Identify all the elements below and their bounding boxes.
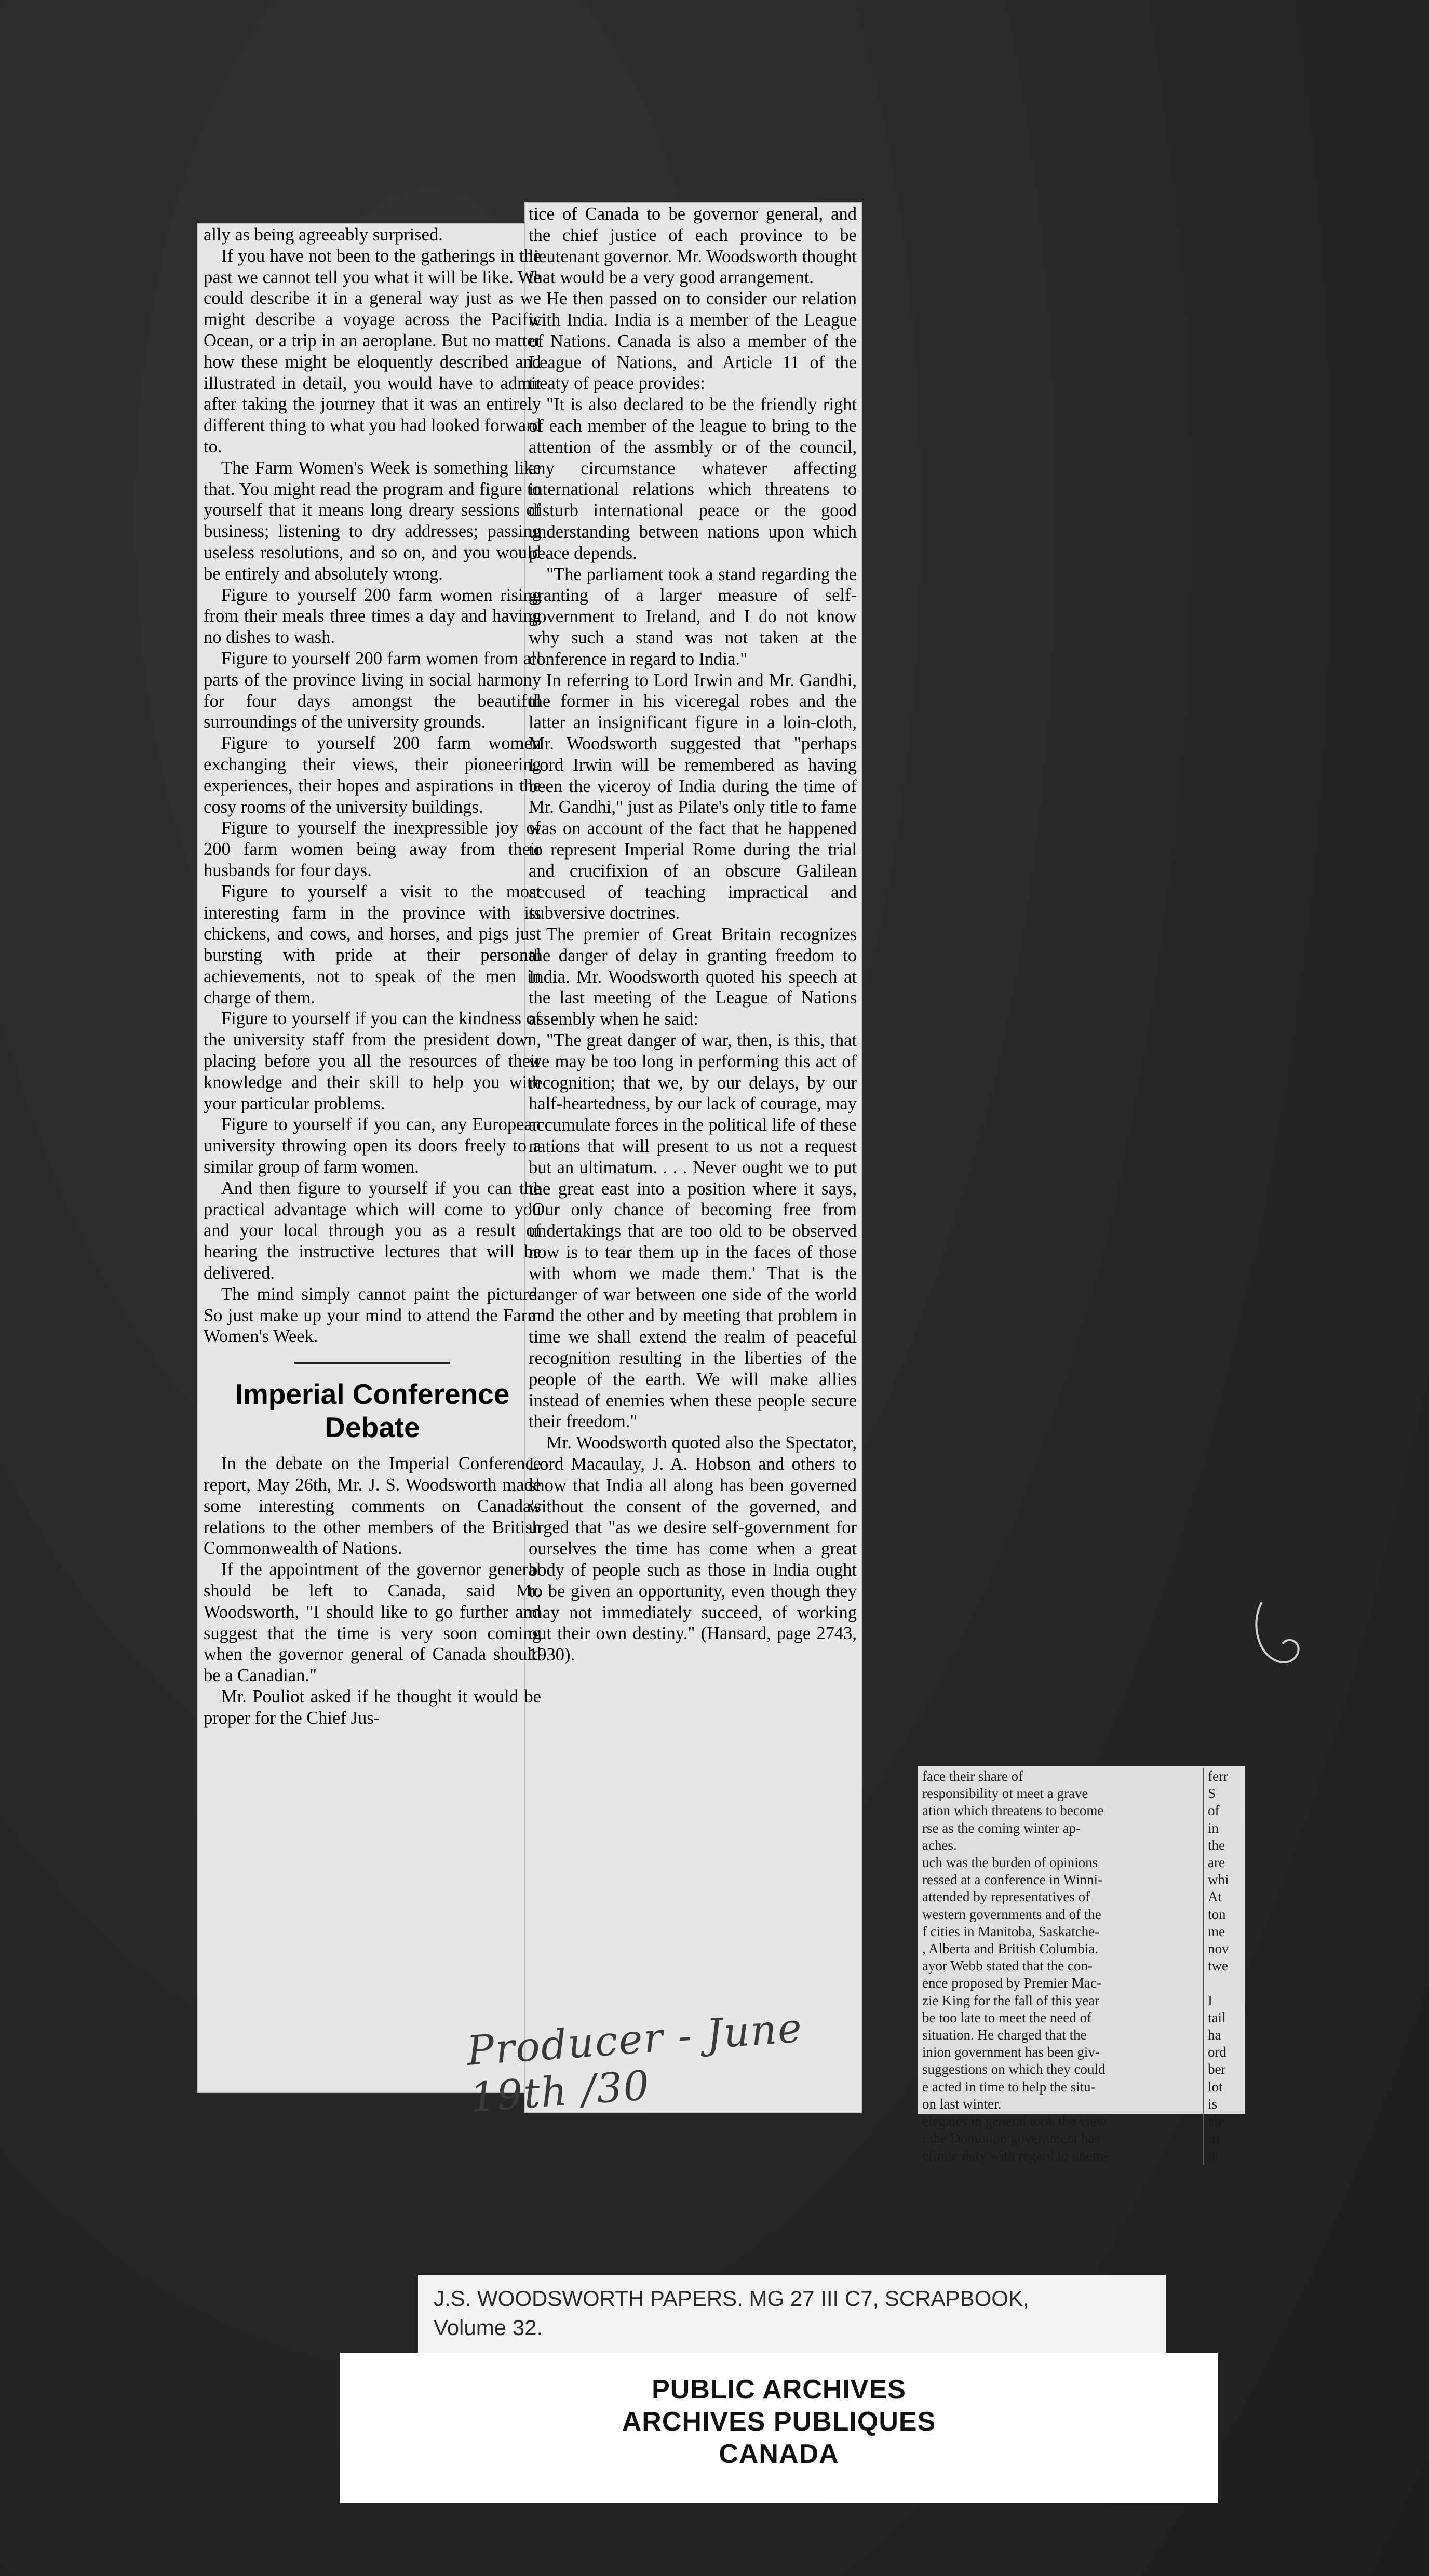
fragment-side-line: tail [1208,2009,1226,2025]
paragraph: Figure to yourself if you can, any European university throwing open its doors freely to a similar group of farm women. [204,1115,541,1177]
fragment-side-line: ber [1208,2061,1226,2077]
fragment-side-line: ton [1208,1906,1226,1922]
paragraph: ally as being agreeably surprised. [204,225,443,245]
fragment-side-line: S [1208,1786,1216,1802]
paragraph: And then figure to yourself if you can the practical advantage which will come to you and your local through you as a result of hearing the instructive lectures that will be delivered. [204,1178,541,1283]
paragraph: "The parliament took a stand regarding the granting of a larger measure of self-government to Ireland, and I do not know why such a stand was not taken at the conference in regard to India." [529,564,857,669]
paragraph: Mr. Pouliot asked if he thought it would be proper for the Chief Jus- [204,1687,541,1728]
fragment-side-line: in [1208,1820,1219,1836]
fragment-side-line: At [1208,1889,1222,1905]
fragment-side-line: twe [1208,1958,1228,1974]
fragment-side-line: nov [1208,1941,1229,1957]
fragment-line: attended by representatives of [922,1889,1090,1905]
fragment-side-line: ord [1208,2044,1226,2060]
fragment-side-line: th [1208,2148,1219,2164]
fragment-side-line: the [1208,1837,1225,1853]
paragraph: Figure to yourself a visit to the most interesting farm in the province with its chickens, and cows, and horses, and pigs just bursting with pride at their personal achievements, not to speak of the men in charge of them. [204,881,541,1008]
paragraph: The premier of Great Britain recognizes the danger of delay in granting freedom to India. Mr. Woodsworth quoted his speech at the last meeting of the League of Nations assembly when he said: [529,924,857,1029]
fragment-side-line: whi [1208,1872,1229,1888]
paragraph: The mind simply cannot paint the picture. So just make up your mind to attend the Farm Women's Week. [204,1284,541,1347]
fragment-line: rse as the coming winter ap- [922,1820,1081,1836]
paragraph: The Farm Women's Week is something like that. You might read the program and figure to yourself that it means long dreary sessions of business; listening to dry addresses; passing useless resolutions, and so on, and you would be entirely and absolutely wrong. [204,458,541,584]
clipping-fragment [918,1766,1245,2164]
public-archives-label [340,2353,1218,2503]
fragment-side-line: is [1208,2096,1218,2112]
clipping-left-column [204,224,541,1729]
hair-artifact [1246,1600,1309,1678]
paragraph: "It is also declared to be the friendly right of each member of the league to bring to the attention of the assmbly or of the council, any circumstance whatever affecting international relations which threatens to disturb international peace or the good understanding between nations upon which peace depends. [529,395,857,563]
archives-line: ARCHIVES PUBLIQUES [622,2407,936,2437]
paragraph: Mr. Woodsworth quoted also the Spectator, Lord Macaulay, J. A. Hobson and others to show that India all along has been governed without the consent of the governed, and urged that "as we desire self-government for ourselves the time has come when a great body of people such as those in India ought to be given an opportunity, even though they may not immediately succeed, of working out their own destiny." (Hansard, page 2743, 1930). [529,1433,857,1665]
section-divider [294,1362,450,1364]
fragment-line: elegates in general took the view [922,2113,1107,2129]
fragment-line: uch was the burden of opinions [922,1855,1098,1871]
fragment-side-line: I [1208,1992,1212,2008]
fragment-side-line: of [1208,1803,1220,1819]
fragment-line: face their share of [922,1768,1023,1784]
fragment-side-line: lot [1208,2078,1223,2095]
fragment-line: be too late to meet the need of [922,2009,1092,2025]
fragment-side-column [1203,1768,1249,2165]
paragraph: tice of Canada to be governor general, and the chief justice of each province to be lieutenant governor. Mr. Woodsworth thought that would be a very good arrangement. [529,204,857,288]
fragment-line: inion government has been giv- [922,2044,1100,2060]
fragment-line: e acted in time to help the situ- [922,2078,1096,2095]
fragment-main-column [922,1768,1195,2165]
fragment-side-line [1208,1975,1249,1992]
fragment-line: western governments and of the [922,1906,1101,1922]
paragraph: He then passed on to consider our relation with India. India is a member of the League of Nations. Canada is also a member of the League of Nations, and Article 11 of the treaty of peace provides: [529,289,857,394]
fragment-line: , Alberta and British Columbia. [922,1941,1098,1957]
fragment-side-line: ferr [1208,1768,1228,1784]
paragraph: Figure to yourself 200 farm women exchanging their views, their pioneering experiences, their hopes and aspirations in the cosy rooms of the university buildings. [204,733,541,817]
fragment-line: ayor Webb stated that the con- [922,1958,1093,1974]
archives-line: CANADA [719,2439,839,2469]
paragraph: Figure to yourself 200 farm women rising from their meals three times a day and having no dishes to wash. [204,585,541,648]
clipping-right-column [529,204,857,1666]
fragment-line: suggestions on which they could [922,2061,1106,2077]
article-headline: Imperial Conference Debate [235,1378,510,1444]
fragment-line: ation which threatens to become [922,1803,1104,1819]
fragment-line: efinite duty with regard to unem- [922,2148,1108,2164]
reference-line: Volume 32. [434,2315,543,2340]
handwritten-note: Producer - June 19th /30 [465,2004,804,2122]
fragment-side-line: tri [1208,2130,1220,2146]
fragment-line: aches. [922,1837,957,1853]
fragment-line: ence proposed by Premier Mac- [922,1975,1101,1991]
paragraph: In referring to Lord Irwin and Mr. Gandhi, the former in his viceregal robes and the latter an insignificant figure in a loin-cloth, Mr. Woodsworth suggested that "perhaps Lord Irwin will be remembered as having been the viceroy of India during the time of Mr. Gandhi," just as Pilate's only title to fame was on account of the fact that he happened to represent Imperial Rome during the trial and crucifixion of an obscure Galilean accused of teaching impractical and subversive doctrines. [529,670,857,923]
fragment-side-line: are [1208,1855,1225,1871]
fragment-line: f cities in Manitoba, Saskatche- [922,1923,1100,1939]
paragraph: "The great danger of war, then, is this, that we may be too long in performing this act of recognition; that we, by our delays, by our half-heartedness, by our lack of courage, may accumulate forces in the political life of these nations that will present to us not a request but an ultimatum. . . . Never ought we to put the great east into a position where it says, 'Our only chance of becoming free from undertakings that are too old to be observed now is to tear them up in the faces of those with whom we made them.' That is the danger of war between one side of the world and the other and by meeting that problem in time we shall extend the realm of peaceful recognition resulting in the liberties of the people of the earth. We will make allies instead of enemies when these people secure their freedom." [529,1030,857,1432]
fragment-line: situation. He charged that the [922,2027,1087,2043]
paragraph: In the debate on the Imperial Conference report, May 26th, Mr. J. S. Woodsworth made some interesting comments on Canada's relations to the other members of the British Commonwealth of Nations. [204,1454,541,1559]
paragraph: Figure to yourself if you can the kindness of the university staff from the president down, placing before you all the resources of their knowledge and their skill to help you with your particular problems. [204,1009,541,1113]
fragment-side-line: ele [1208,2113,1224,2129]
paragraph: Figure to yourself 200 farm women from all parts of the province living in social harmony for four days amongst the beautiful surroundings of the university grounds. [204,648,541,732]
paragraph: If you have not been to the gatherings in the past we cannot tell you what it will be like. We could describe it in a general way just as we might describe a voyage across the Pacific Ocean, or a trip in an aeroplane. But no matter how these might be eloquently described and illustrated in detail, you would have to admit after taking the journey that it was an entirely different thing to what you had looked forward to. [204,246,541,457]
archive-reference-label [418,2275,1166,2360]
paragraph: If the appointment of the governor general should be left to Canada, said Mr. Woodsworth, "I should like to go further and suggest that the time is very soon coming when the governor general of Canada should be a Canadian." [204,1560,541,1686]
fragment-line: on last winter. [922,2096,1002,2112]
fragment-line: responsibility ot meet a grave [922,1786,1088,1802]
fragment-line: ressed at a conference in Winni- [922,1872,1103,1888]
archives-line: PUBLIC ARCHIVES [652,2374,906,2405]
fragment-side-line: ha [1208,2027,1221,2043]
reference-line: J.S. WOODSWORTH PAPERS. MG 27 III C7, SCRAPBOOK, [434,2286,1029,2311]
paragraph: Figure to yourself the inexpressible joy of 200 farm women being away from their husbands for four days. [204,818,541,880]
fragment-side-line: me [1208,1923,1225,1939]
fragment-line: t the Dominion government has [922,2130,1100,2146]
fragment-line: zie King for the fall of this year [922,1992,1100,2008]
